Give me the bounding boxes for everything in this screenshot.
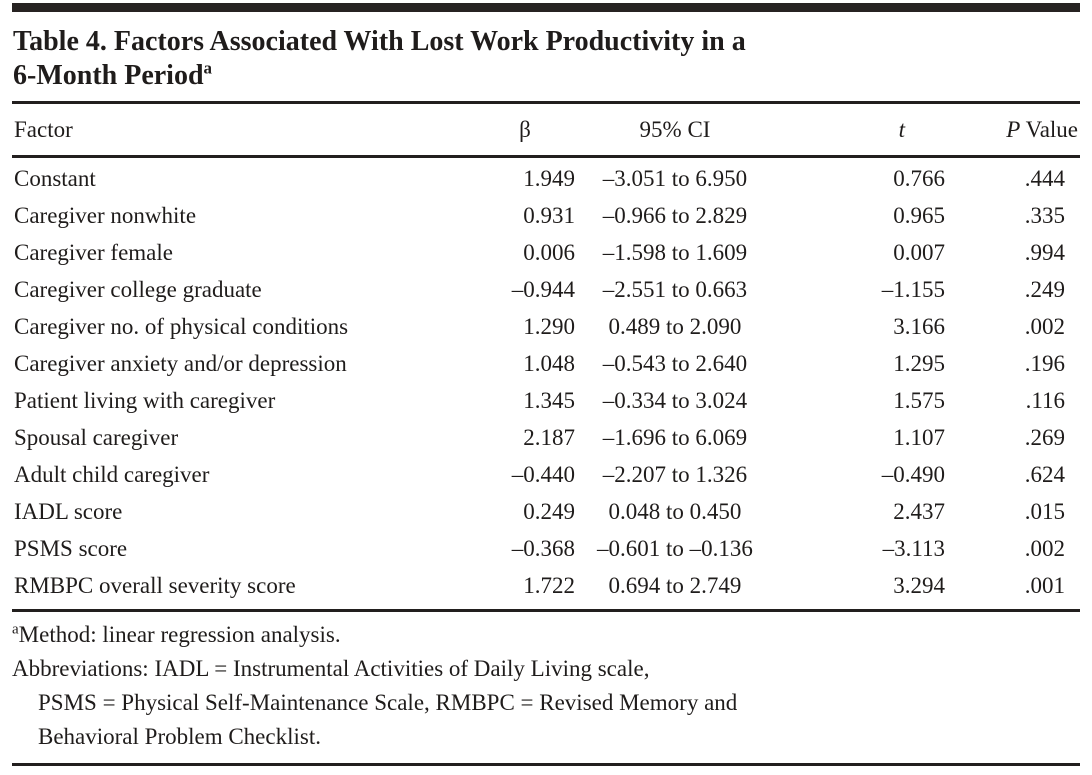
p-cell: .001	[1024, 573, 1065, 598]
ci-cell: –3.051 to 6.950	[602, 166, 748, 191]
p-cell: .269	[1024, 425, 1065, 450]
column-header-factor: Factor	[12, 103, 475, 157]
table-row	[12, 234, 1080, 271]
table-title-line2: 6-Month Period	[13, 60, 204, 91]
factor-cell: Caregiver college graduate	[14, 277, 262, 302]
factor-cell: Spousal caregiver	[14, 425, 179, 450]
beta-cell: 0.249	[523, 499, 575, 524]
factor-cell: RMBPC overall severity score	[14, 573, 296, 598]
abbreviations-line: PSMS = Physical Self-Maintenance Scale, RMBPC = Revised Memory and	[38, 690, 738, 715]
table-row	[12, 456, 1080, 493]
t-cell: 3.166	[893, 314, 945, 339]
p-cell: .624	[1024, 462, 1065, 487]
ci-cell: –2.207 to 1.326	[602, 462, 748, 487]
footnote-abbreviations	[12, 652, 1080, 754]
table-row	[12, 197, 1080, 234]
table-row	[12, 345, 1080, 382]
p-cell: .994	[1024, 240, 1065, 265]
p-cell: .335	[1024, 203, 1065, 228]
factor-cell: Caregiver no. of physical conditions	[14, 314, 349, 339]
table-row	[12, 271, 1080, 308]
t-cell: 1.107	[893, 425, 945, 450]
t-cell: 0.766	[893, 166, 945, 191]
footnote-method	[12, 618, 1080, 652]
beta-cell: 1.345	[523, 388, 575, 413]
table-row	[12, 157, 1080, 198]
t-cell: –0.490	[881, 462, 945, 487]
ci-cell: –0.601 to –0.136	[597, 536, 753, 561]
p-value-header-rest: Value	[1020, 116, 1078, 142]
factor-cell: Caregiver nonwhite	[14, 203, 197, 228]
t-cell: 2.437	[893, 499, 945, 524]
beta-cell: 2.187	[523, 425, 575, 450]
table-row	[12, 382, 1080, 419]
p-cell: .249	[1024, 277, 1065, 302]
beta-cell: 1.722	[523, 573, 575, 598]
factor-cell: IADL score	[14, 499, 123, 524]
beta-cell: –0.944	[511, 277, 575, 302]
t-cell: –1.155	[881, 277, 945, 302]
p-cell: .002	[1024, 314, 1065, 339]
p-cell: .015	[1024, 499, 1065, 524]
regression-results-table	[12, 101, 1080, 612]
beta-cell: 1.048	[523, 351, 575, 376]
ci-cell: –0.966 to 2.829	[602, 203, 748, 228]
ci-cell: –1.696 to 6.069	[602, 425, 748, 450]
factor-cell: Caregiver anxiety and/or depression	[14, 351, 347, 376]
ci-cell: 0.489 to 2.090	[608, 314, 742, 339]
t-cell: 3.294	[893, 573, 945, 598]
table-row	[12, 567, 1080, 611]
beta-cell: 1.290	[523, 314, 575, 339]
p-cell: .002	[1024, 536, 1065, 561]
t-cell: 1.295	[893, 351, 945, 376]
beta-cell: –0.368	[511, 536, 575, 561]
factor-cell: Adult child caregiver	[14, 462, 210, 487]
factor-cell: Constant	[14, 166, 96, 191]
abbreviations-line: Abbreviations: IADL = Instrumental Activities of Daily Living scale,	[12, 656, 650, 681]
table-header	[12, 103, 1080, 157]
header-row	[12, 103, 1080, 157]
table-row	[12, 530, 1080, 567]
beta-cell: 1.949	[523, 166, 575, 191]
p-value-header-italic-p: P	[1006, 116, 1021, 142]
top-rule-bar	[12, 3, 1080, 12]
factor-cell: Patient living with caregiver	[14, 388, 276, 413]
table-row	[12, 493, 1080, 530]
beta-cell: –0.440	[511, 462, 575, 487]
t-cell: 0.965	[893, 203, 945, 228]
table-title	[13, 25, 1080, 93]
ci-cell: 0.048 to 0.450	[608, 499, 742, 524]
ci-cell: –0.334 to 3.024	[602, 388, 748, 413]
table-title-footnote-marker: a	[203, 58, 213, 78]
footnote-method-marker: a	[12, 621, 19, 638]
table-row	[12, 419, 1080, 456]
footnote-method-text: Method: linear regression analysis.	[18, 622, 341, 647]
beta-cell: 0.006	[523, 240, 575, 265]
bottom-rule-bar	[12, 763, 1080, 766]
column-header-95ci: 95% CI	[575, 103, 775, 157]
column-header-p-value	[960, 103, 1080, 157]
table-row	[12, 308, 1080, 345]
factor-cell: Caregiver female	[14, 240, 173, 265]
ci-cell: –1.598 to 1.609	[602, 240, 748, 265]
factor-cell: PSMS score	[14, 536, 128, 561]
p-cell: .196	[1024, 351, 1065, 376]
ci-cell: 0.694 to 2.749	[608, 573, 742, 598]
table-footnotes	[12, 618, 1080, 754]
ci-cell: –2.551 to 0.663	[602, 277, 748, 302]
abbreviations-line: Behavioral Problem Checklist.	[38, 724, 321, 749]
column-header-beta: β	[475, 103, 575, 157]
t-cell: –3.113	[882, 536, 945, 561]
table-body	[12, 157, 1080, 611]
ci-cell: –0.543 to 2.640	[602, 351, 748, 376]
column-header-t: t	[775, 103, 960, 157]
beta-cell: 0.931	[523, 203, 575, 228]
p-cell: .116	[1025, 388, 1065, 413]
table-title-line1: Table 4. Factors Associated With Lost Work Productivity in a	[13, 26, 746, 57]
t-cell: 0.007	[893, 240, 945, 265]
p-cell: .444	[1024, 166, 1065, 191]
t-cell: 1.575	[893, 388, 945, 413]
